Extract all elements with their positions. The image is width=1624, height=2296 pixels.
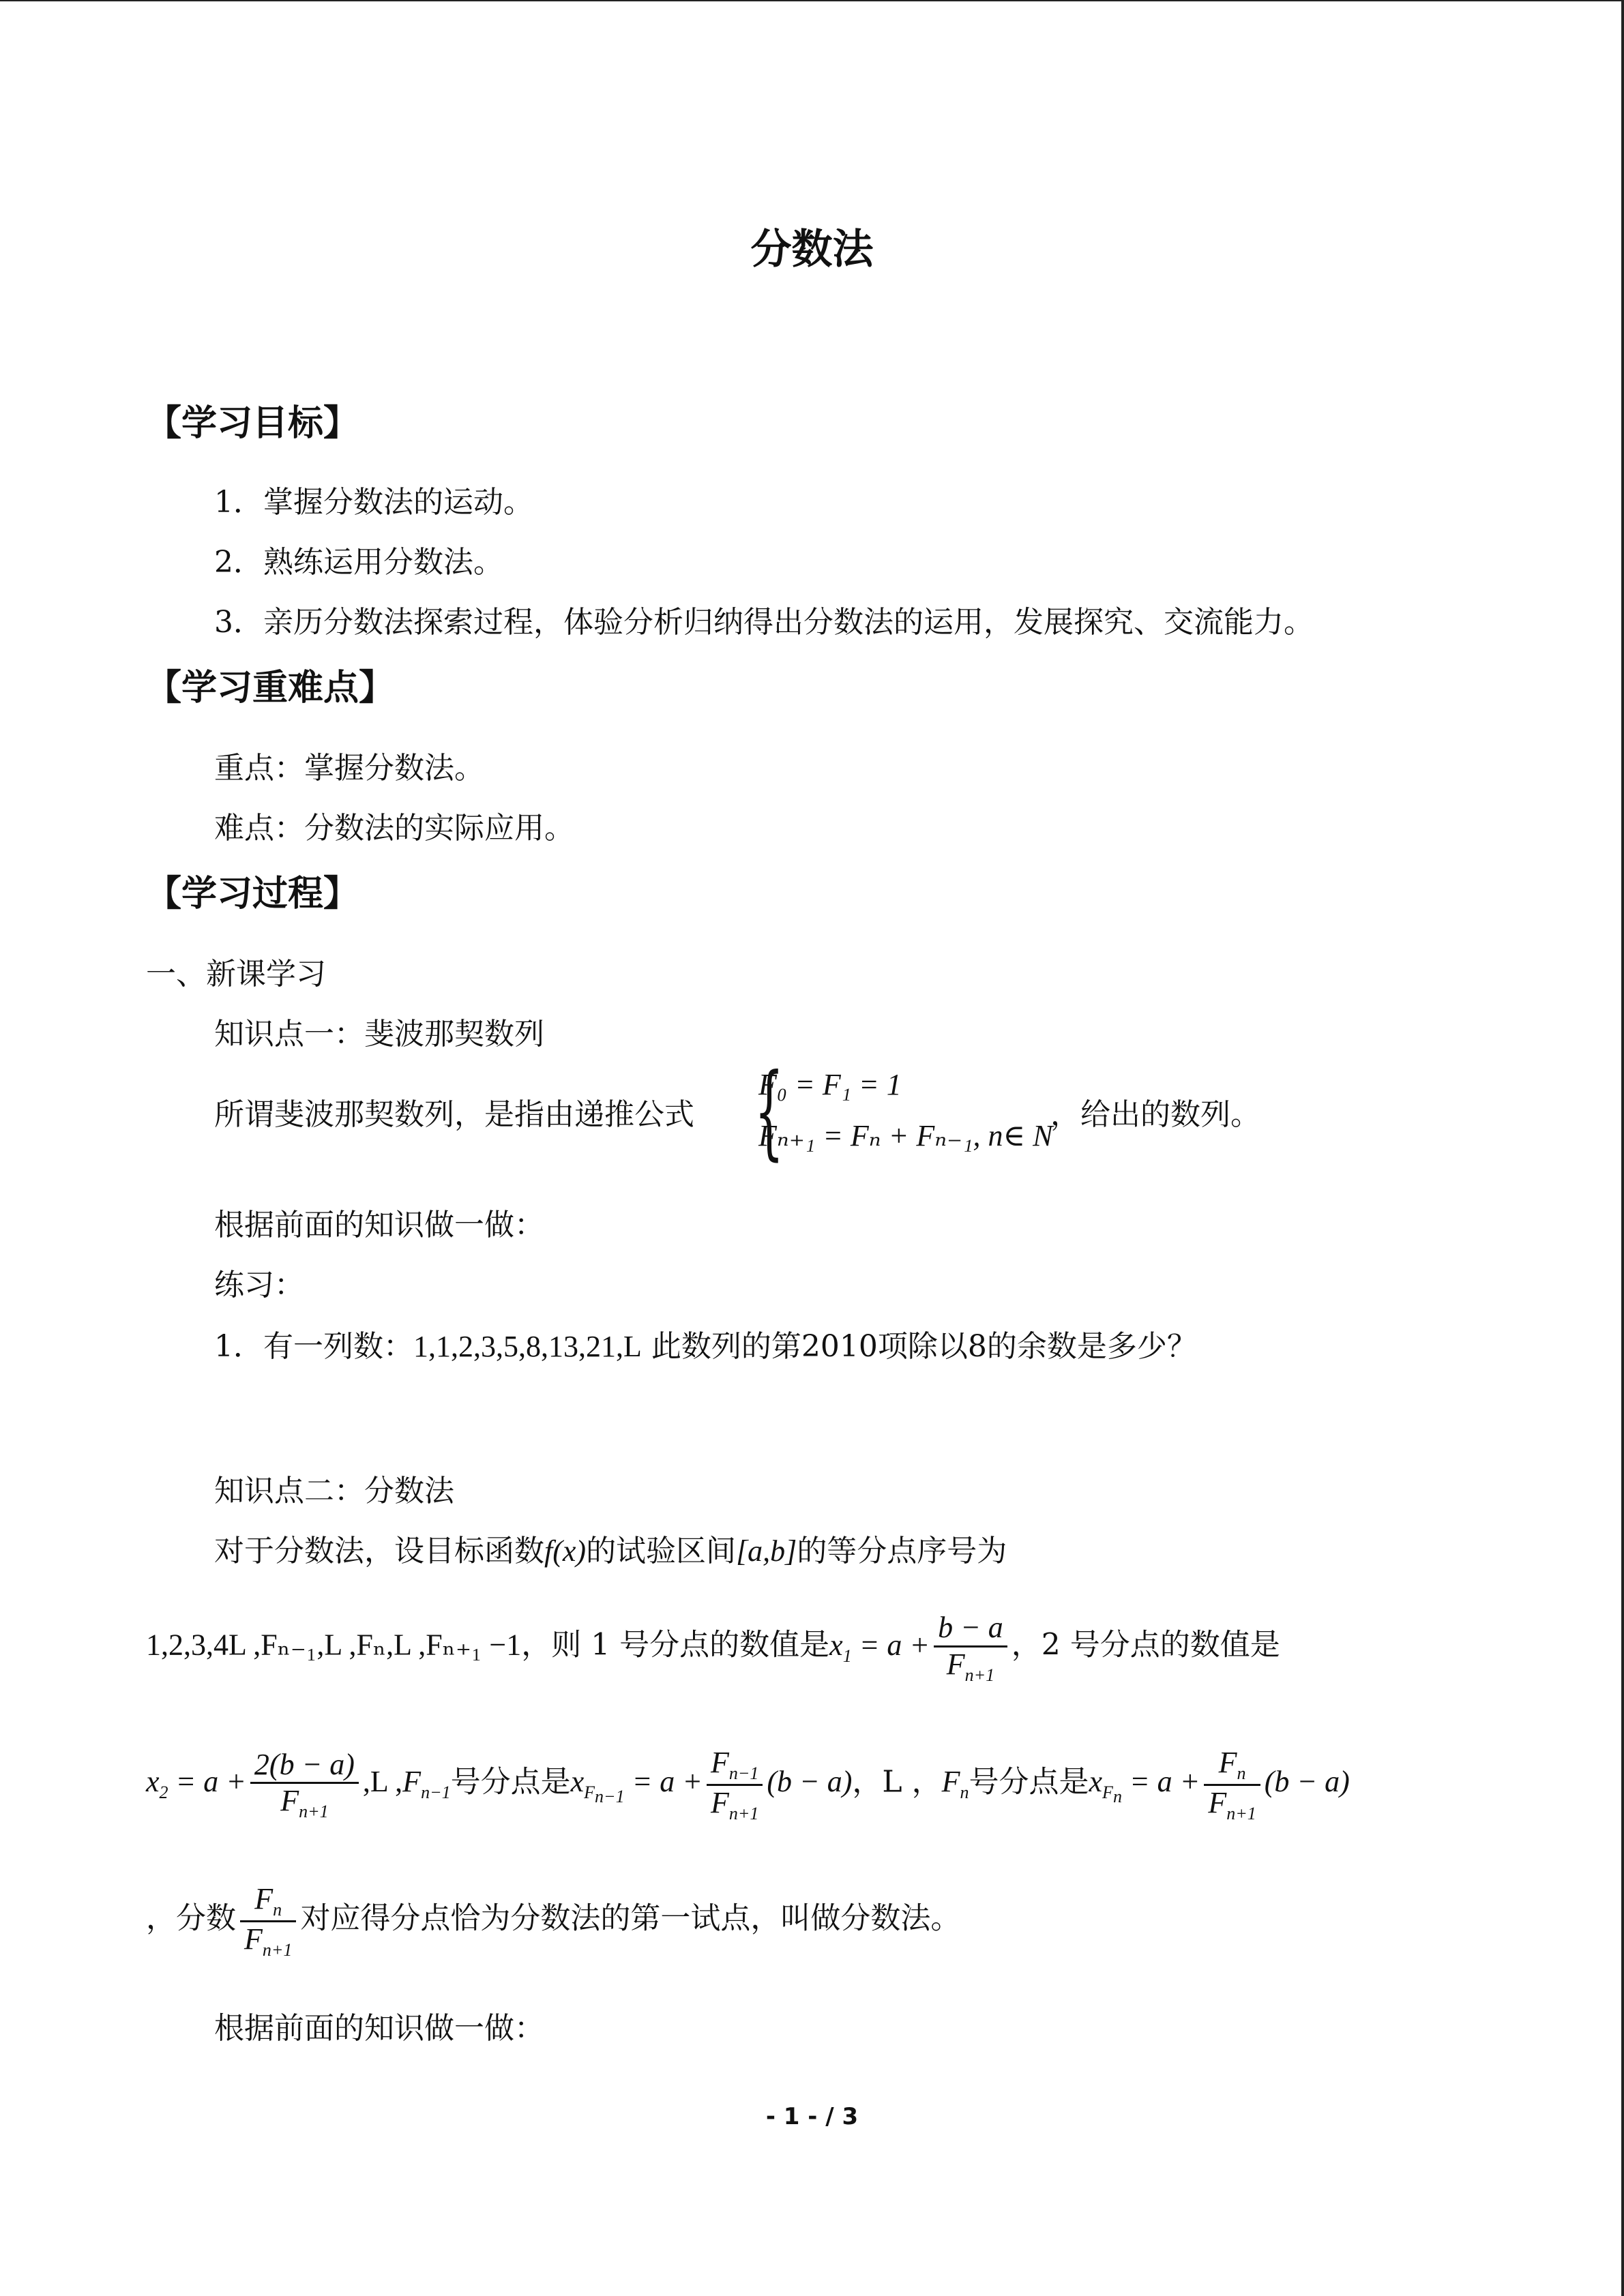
right-border (1621, 0, 1624, 2296)
interval: [a,b] (736, 1534, 797, 1568)
page-title: 分数法 (750, 226, 874, 273)
try-it-prompt-2: 根据前面的知识做一做： (214, 2011, 544, 2046)
fraction-method-intro (214, 1526, 1007, 1570)
fraction-ratio: $\frac{F_n}{F_{n+1}}$ (236, 1901, 300, 1935)
general-points-line (146, 1746, 1350, 1823)
exercise-1-sequence: 1,1,2,3,5,8,13,21,L (413, 1330, 642, 1363)
objective-item-2: 2．熟练运用分数法。 (214, 545, 503, 580)
process-heading: 【学习过程】 (146, 874, 359, 914)
key-points-heading: 【学习重难点】 (146, 668, 395, 709)
fibonacci-text-before: 所谓斐波那契数列，是指由递推公式 (214, 1097, 694, 1132)
x1-formula: $x_1 = a$ + $\frac{b - a}{F_{n+1}}$ (829, 1628, 1012, 1662)
ellipsis-text: ，L ， (852, 1764, 942, 1800)
exercise-1-suffix: 此数列的第2010项除以8的余数是多少？ (641, 1329, 1197, 1364)
exercise-label: 练习： (214, 1268, 304, 1302)
fibonacci-formula-line-1: F₀ = F₁ = 1 (758, 1068, 902, 1101)
fraction-text-a: ，分数 (146, 1900, 236, 1936)
division-point-sequence: 1,2,3,4L ,Fₙ₋₁,L ,Fₙ,L ,Fₙ₊₁ −1 (146, 1628, 522, 1662)
intro-text-b: 的试验区间 (586, 1534, 737, 1568)
focus-point: 重点：掌握分数法。 (214, 751, 484, 786)
page-number: - 1 - / 3 (765, 2103, 859, 2130)
fraction-text-b: 对应得分点恰为分数法的第一试点，叫做分数法。 (300, 1900, 961, 1936)
try-it-prompt: 根据前面的知识做一做： (214, 1208, 544, 1242)
intro-text-c: 的等分点序号为 (797, 1534, 1007, 1568)
fraction-definition-line (146, 1882, 960, 1960)
point-2-text: ，2 号分点的数值是 (1011, 1627, 1280, 1663)
objectives-heading: 【学习目标】 (146, 403, 359, 444)
part-one-label: 一、新课学习 (146, 957, 326, 992)
knowledge-point-two: 知识点二：分数法 (214, 1474, 454, 1508)
fn-symbol: $F_n$ (941, 1765, 969, 1803)
point-1-text: ，则 1 号分点的数值是 (521, 1627, 830, 1663)
exercise-1-prefix: 1．有一列数： (214, 1329, 413, 1364)
objective-item-1: 1．掌握分数法的运动。 (214, 485, 533, 520)
point-fn-1-text: 号分点是 (450, 1764, 571, 1800)
x2-formula: $x_2 = a$ + $\frac{2(b - a)}{F_{n+1}}$ ,L $,F_{n-1}$ (146, 1747, 451, 1821)
point-fn-text: 号分点是 (969, 1764, 1089, 1800)
division-points-line (146, 1611, 1280, 1685)
fibonacci-text-after: ，给出的数列。 (1050, 1097, 1260, 1132)
x-fn-1-formula: $x_{F_{n-1}} = a$ + $\frac{F_{n-1}}{F_{n+1}}$ (b − a) (570, 1746, 853, 1823)
top-border (0, 0, 1624, 1)
objective-function: f(x) (544, 1534, 587, 1568)
objective-item-3: 3．亲历分数法探索过程，体验分析归纳得出分数法的运用，发展探究、交流能力。 (214, 605, 1314, 640)
fibonacci-brace: { (754, 1052, 784, 1171)
exercise-1 (214, 1322, 1197, 1365)
fibonacci-formula-line-2: Fₙ₊₁ = Fₙ + Fₙ₋₁, n∈ N (758, 1119, 1053, 1152)
knowledge-point-one: 知识点一：斐波那契数列 (214, 1017, 544, 1052)
x-fn-formula: $x_{F_n} = a$ + $\frac{F_n}{F_{n+1}}$ (b − a) (1089, 1746, 1350, 1823)
difficulty-point: 难点：分数法的实际应用。 (214, 811, 574, 846)
intro-text-a: 对于分数法，设目标函数 (214, 1534, 544, 1568)
